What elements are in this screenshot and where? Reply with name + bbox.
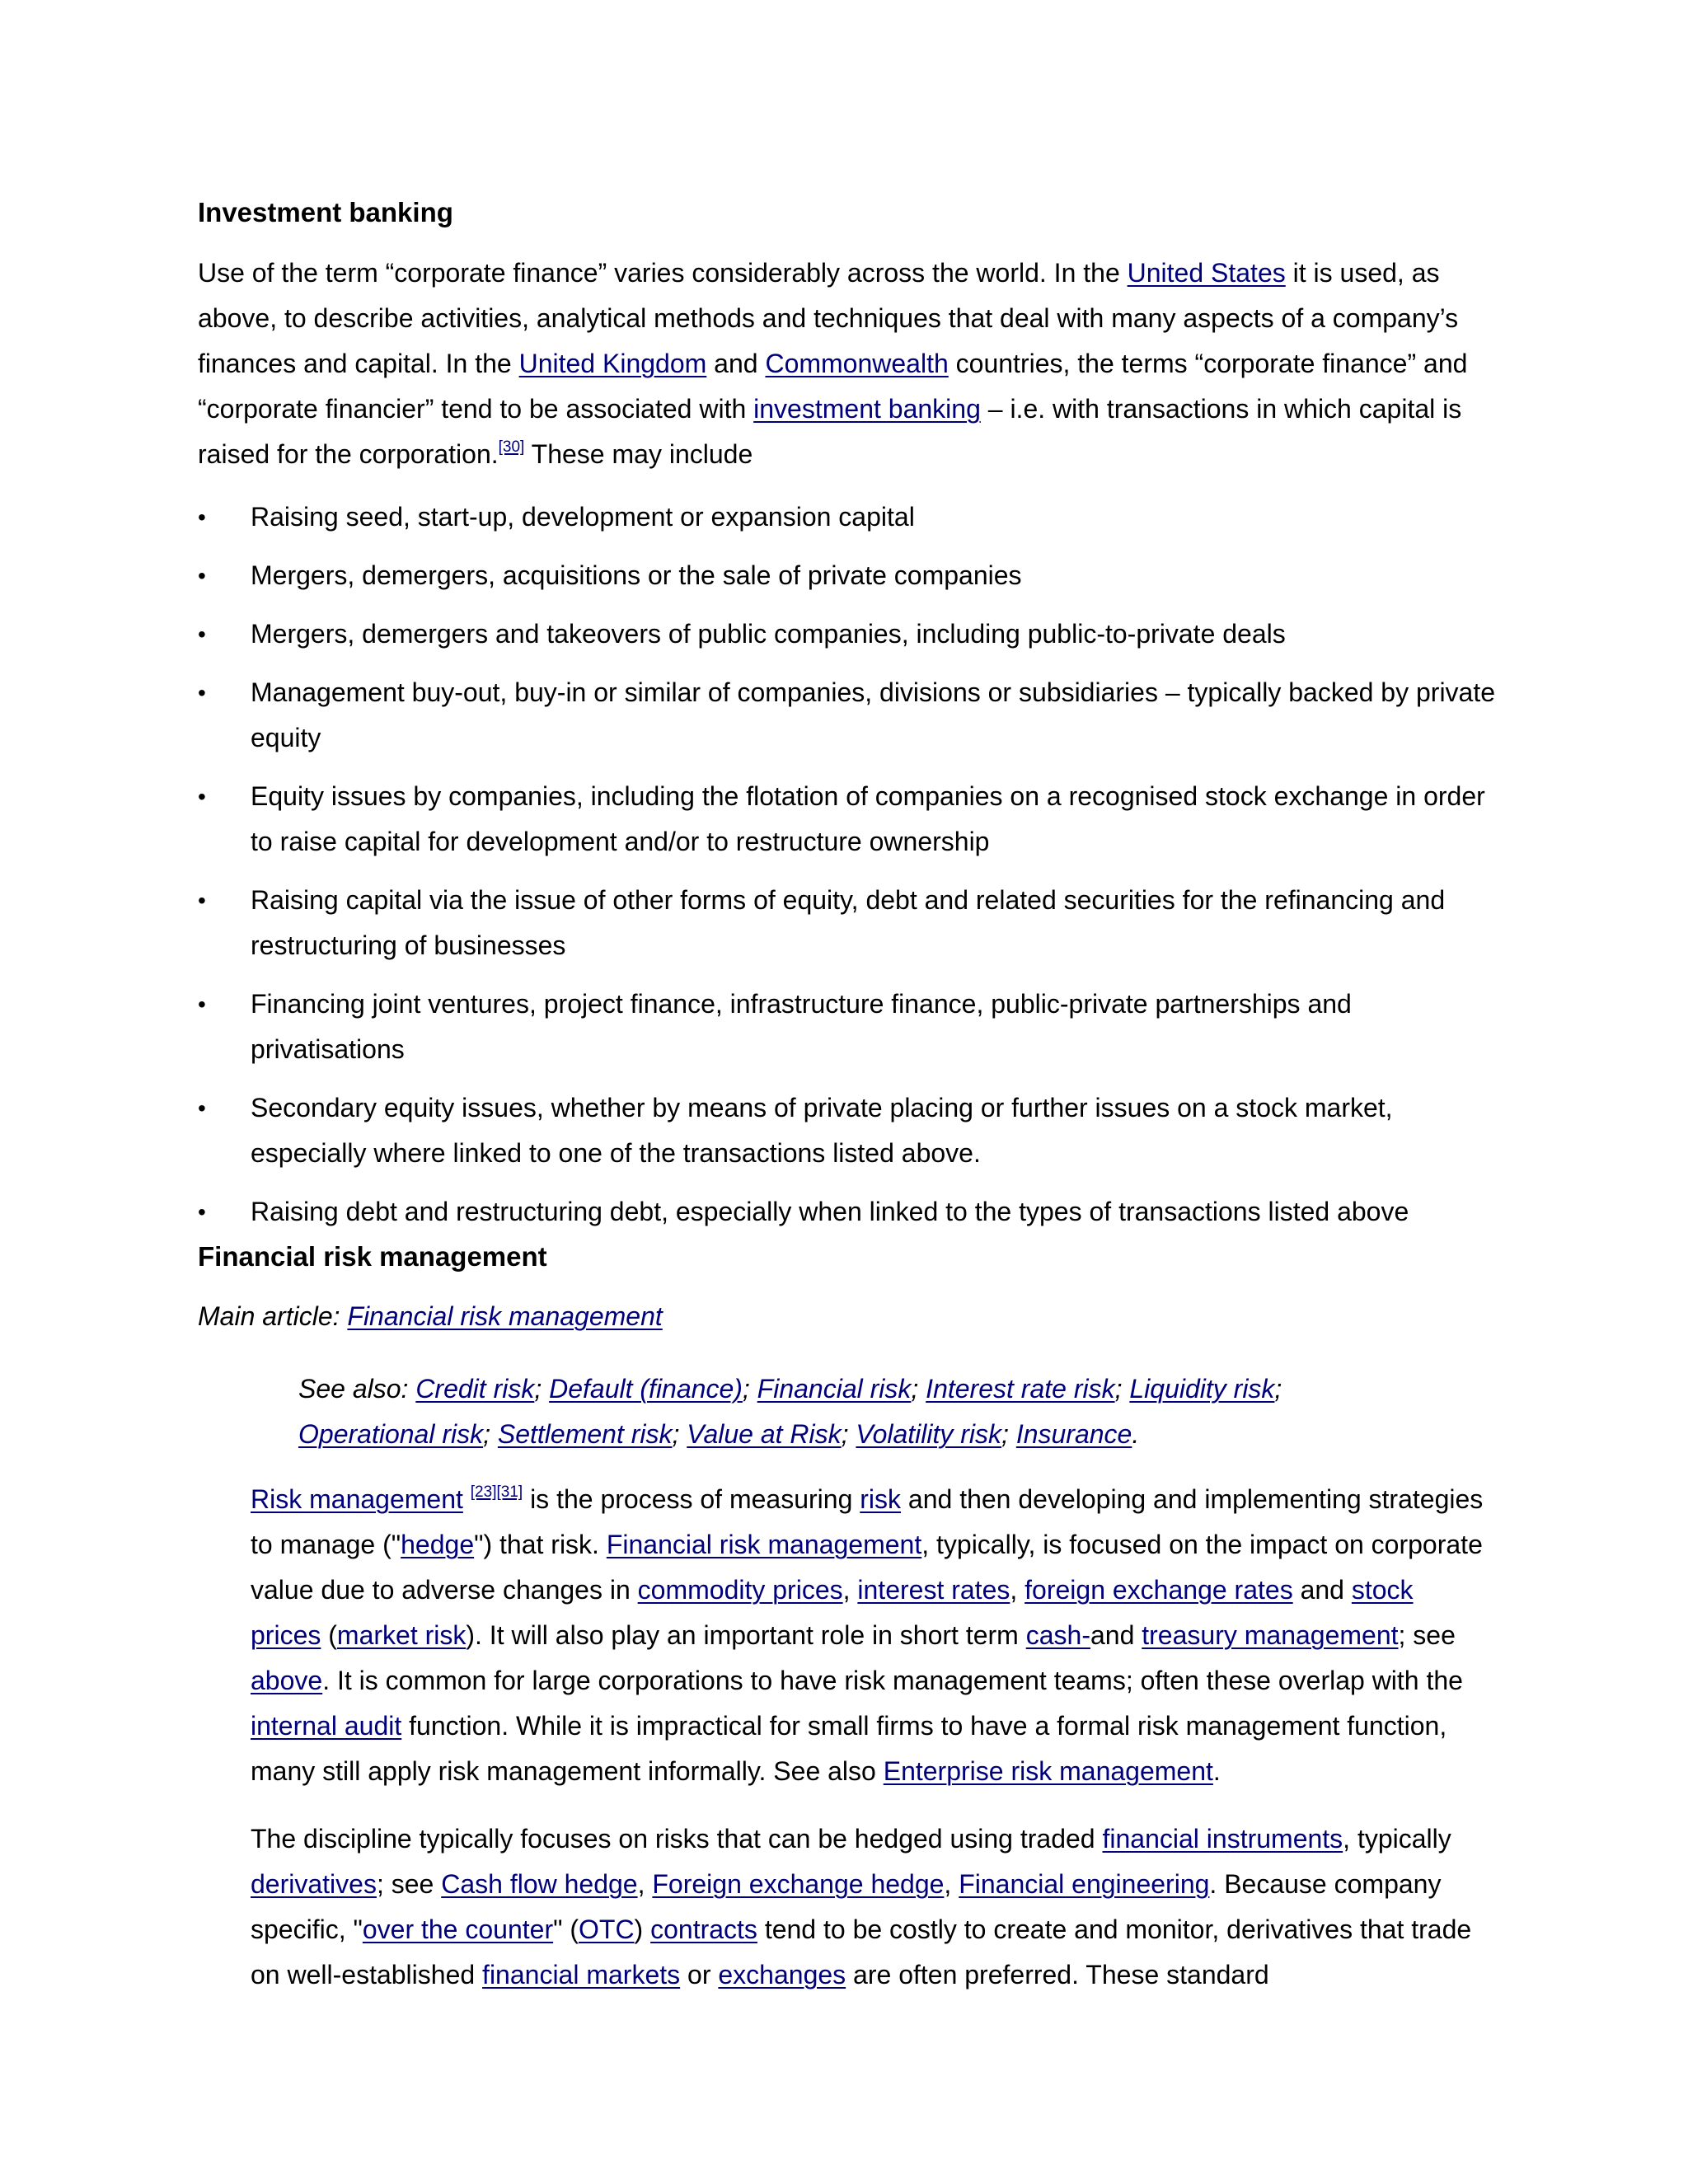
link-cash-flow-hedge[interactable]: Cash flow hedge xyxy=(441,1869,638,1899)
main-article-note xyxy=(198,1294,663,1339)
link-default-finance[interactable]: Default (finance) xyxy=(549,1374,743,1404)
text: , xyxy=(944,1869,959,1899)
link-volatility-risk[interactable]: Volatility risk xyxy=(856,1419,1002,1449)
list-item xyxy=(198,494,1500,540)
list-item xyxy=(198,878,1500,968)
link-interest-rate-risk[interactable]: Interest rate risk xyxy=(926,1374,1115,1404)
list-item xyxy=(198,774,1500,865)
bullet-icon: • xyxy=(198,680,206,705)
link-contracts[interactable]: contracts xyxy=(650,1915,757,1944)
terminator: . xyxy=(1132,1419,1140,1449)
activities-list xyxy=(198,494,1500,1235)
list-item-text: Mergers, demergers and takeovers of public companies, including public-to-private deals xyxy=(251,619,1286,649)
text: , typically, is focused on the impact on corporate value due to adverse changes in xyxy=(251,1530,1483,1605)
text: it is used, as above, to describe activities, analytical methods and techniques that deal with many aspects of a company’s finances and capital. In the xyxy=(198,258,1459,378)
text xyxy=(463,1484,471,1514)
list-item-text: Financing joint ventures, project finance, infrastructure finance, public-private partnerships and privatisations xyxy=(251,989,1352,1064)
bullet-icon: • xyxy=(198,504,206,530)
link-commonwealth[interactable]: Commonwealth xyxy=(765,349,949,378)
text: and xyxy=(706,349,766,378)
bullet-icon: • xyxy=(198,563,206,588)
see-also-prefix: See also: xyxy=(298,1374,416,1404)
heading-investment-banking: Investment banking xyxy=(198,197,453,227)
link-insurance[interactable]: Insurance xyxy=(1015,1419,1132,1449)
bullet-icon: • xyxy=(198,621,206,647)
text: are often preferred. These standard xyxy=(846,1960,1269,1990)
text: function. While it is impractical for small firms to have a formal risk management function, many still apply risk management informally. See also xyxy=(251,1711,1447,1786)
bullet-icon: • xyxy=(198,991,206,1017)
link-foreign-exchange-hedge[interactable]: Foreign exchange hedge xyxy=(652,1869,945,1899)
text: , xyxy=(842,1575,858,1605)
text: . xyxy=(1212,1756,1221,1786)
link-financial-risk-management-main[interactable]: Financial risk management xyxy=(347,1301,663,1331)
main-article-prefix: Main article: xyxy=(198,1301,348,1331)
list-item xyxy=(198,612,1500,657)
link-enterprise-risk-management[interactable]: Enterprise risk management xyxy=(883,1756,1213,1786)
text: The discipline typically focuses on risks that can be hedged using traded xyxy=(251,1824,1103,1854)
link-value-at-risk[interactable]: Value at Risk xyxy=(687,1419,842,1449)
text: or xyxy=(680,1960,719,1990)
text: ") that risk. xyxy=(474,1530,607,1559)
bullet-icon: • xyxy=(198,1095,206,1121)
text: " ( xyxy=(553,1915,579,1944)
list-item xyxy=(198,670,1500,761)
link-commodity-prices[interactable]: commodity prices xyxy=(637,1575,843,1605)
separator: ; xyxy=(534,1374,550,1404)
link-above[interactable]: above xyxy=(251,1666,323,1695)
risk-management-paragraph xyxy=(251,1477,1487,1794)
bullet-icon: • xyxy=(198,1199,206,1225)
list-item xyxy=(198,982,1500,1072)
link-hedge[interactable]: hedge xyxy=(401,1530,475,1559)
link-interest-rates[interactable]: interest rates xyxy=(857,1575,1010,1605)
link-financial-markets[interactable]: financial markets xyxy=(482,1960,681,1990)
text: and xyxy=(1090,1620,1142,1650)
link-united-kingdom[interactable]: United Kingdom xyxy=(518,349,707,378)
heading-financial-risk-management: Financial risk management xyxy=(198,1241,547,1272)
link-operational-risk[interactable]: Operational risk xyxy=(298,1419,484,1449)
separator: ; xyxy=(672,1419,687,1449)
link-liquidity-risk[interactable]: Liquidity risk xyxy=(1129,1374,1275,1404)
link-exchanges[interactable]: exchanges xyxy=(718,1960,846,1990)
see-also-note xyxy=(298,1366,1386,1457)
link-financial-risk[interactable]: Financial risk xyxy=(757,1374,912,1404)
bullet-icon: • xyxy=(198,888,206,913)
link-financial-engineering[interactable]: Financial engineering xyxy=(959,1869,1210,1899)
link-stock-prices[interactable]: stock prices xyxy=(251,1575,1414,1650)
text: ) xyxy=(634,1915,651,1944)
link-internal-audit[interactable]: internal audit xyxy=(251,1711,402,1741)
list-item-text: Raising capital via the issue of other forms of equity, debt and related securities for the refinancing and restructuring of businesses xyxy=(251,885,1446,960)
list-item-text: Management buy-out, buy-in or similar of companies, divisions or subsidiaries – typically backed by private equity xyxy=(251,677,1496,752)
text: ). It will also play an important role in short term xyxy=(466,1620,1026,1650)
separator: ; xyxy=(483,1419,498,1449)
link-risk[interactable]: risk xyxy=(860,1484,902,1514)
list-item-text: Raising seed, start-up, development or expansion capital xyxy=(251,502,915,532)
link-credit-risk[interactable]: Credit risk xyxy=(415,1374,535,1404)
separator: ; xyxy=(841,1419,856,1449)
list-item-text: Equity issues by companies, including the flotation of companies on a recognised stock exchange in order to raise capital for development and/or to restructure ownership xyxy=(251,781,1485,856)
link-united-states[interactable]: United States xyxy=(1127,258,1286,288)
text: – i.e. with transactions in which capital is raised for the corporation. xyxy=(198,394,1462,469)
text: , typically xyxy=(1343,1824,1451,1854)
link-investment-banking[interactable]: investment banking xyxy=(753,394,981,424)
list-item xyxy=(198,1189,1500,1235)
link-market-risk[interactable]: market risk xyxy=(336,1620,467,1650)
link-foreign-exchange-rates[interactable]: foreign exchange rates xyxy=(1025,1575,1293,1605)
link-over-the-counter[interactable]: over the counter xyxy=(362,1915,554,1944)
discipline-paragraph xyxy=(251,1816,1487,1998)
text: tend to be costly to create and monitor, derivatives that trade on well-established xyxy=(251,1915,1472,1990)
text: and xyxy=(1292,1575,1352,1605)
text: , xyxy=(637,1869,653,1899)
separator: ; xyxy=(911,1374,926,1404)
text: countries, the terms “corporate finance” and “corporate financier” tend to be associated with xyxy=(198,349,1468,424)
link-financial-instruments[interactable]: financial instruments xyxy=(1102,1824,1343,1854)
text: Use of the term “corporate finance” varies considerably across the world. In the xyxy=(198,258,1128,288)
link-derivatives[interactable]: derivatives xyxy=(251,1869,377,1899)
text: ; see xyxy=(1398,1620,1456,1650)
separator: ; xyxy=(1114,1374,1130,1404)
text: . It is common for large corporations to have risk management teams; often these overlap with the xyxy=(322,1666,1463,1695)
separator: ; xyxy=(1274,1374,1282,1404)
citation-23-31[interactable]: [23][31] xyxy=(470,1483,523,1501)
intro-paragraph xyxy=(198,251,1484,477)
separator: ; xyxy=(742,1374,757,1404)
text: , xyxy=(1010,1575,1025,1605)
list-item-text: Secondary equity issues, whether by means of private placing or further issues on a stock market, especially where linked to one of the transactions listed above. xyxy=(251,1093,1393,1168)
link-otc[interactable]: OTC xyxy=(579,1915,635,1944)
text: These may include xyxy=(524,439,753,469)
link-treasury-management[interactable]: treasury management xyxy=(1142,1620,1399,1650)
link-settlement-risk[interactable]: Settlement risk xyxy=(497,1419,673,1449)
bullet-icon: • xyxy=(198,784,206,809)
separator: ; xyxy=(1001,1419,1016,1449)
text: and then developing and implementing strategies to manage (" xyxy=(251,1484,1484,1559)
link-financial-risk-management[interactable]: Financial risk management xyxy=(606,1530,922,1559)
list-item xyxy=(198,1085,1500,1176)
list-item xyxy=(198,553,1500,598)
list-item-text: Mergers, demergers, acquisitions or the sale of private companies xyxy=(251,560,1022,590)
citation[interactable] xyxy=(471,1483,523,1501)
citation[interactable] xyxy=(499,438,525,456)
text: ( xyxy=(321,1620,337,1650)
link-risk-management[interactable]: Risk management xyxy=(251,1484,463,1514)
text: ; see xyxy=(376,1869,442,1899)
text: . Because company specific, " xyxy=(251,1869,1442,1944)
text: is the process of measuring xyxy=(523,1484,860,1514)
citation-30[interactable]: [30] xyxy=(498,438,525,456)
link-cash[interactable]: cash- xyxy=(1025,1620,1090,1650)
list-item-text: Raising debt and restructuring debt, especially when linked to the types of transactions listed above xyxy=(251,1197,1409,1226)
